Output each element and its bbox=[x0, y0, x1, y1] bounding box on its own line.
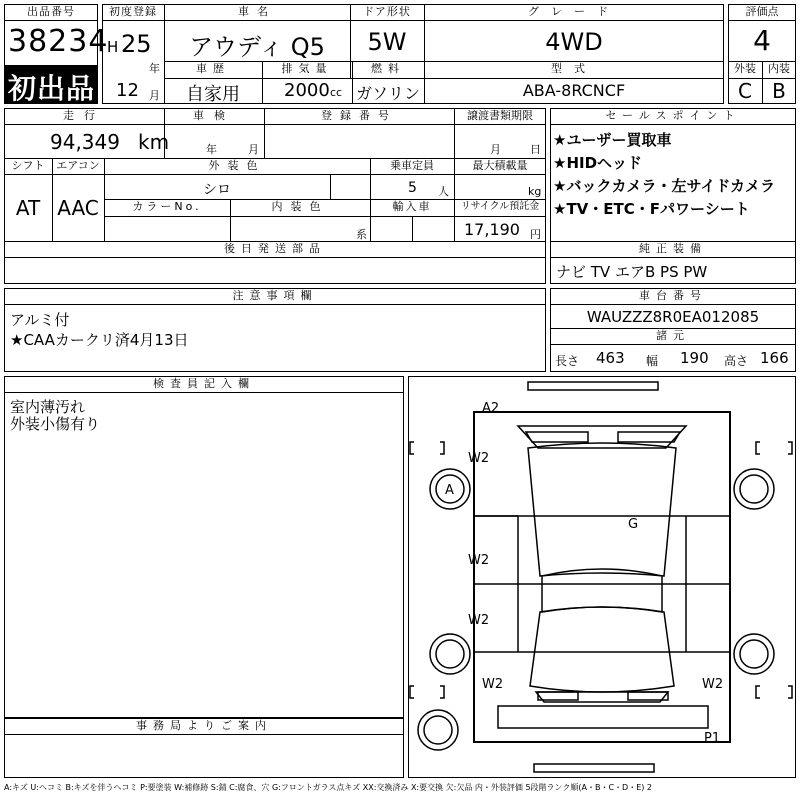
office-label: 事務局よりご案内 bbox=[136, 719, 272, 732]
mileage-value: 94,349 bbox=[50, 130, 120, 154]
inspector-line-2: 外装小傷有り bbox=[10, 415, 101, 433]
ac-value: AAC bbox=[57, 196, 99, 220]
color-no-label: カラーNo. bbox=[132, 200, 202, 213]
month-value: 12 bbox=[116, 80, 139, 101]
transfer-day-unit: 日 bbox=[530, 143, 541, 156]
length-label: 長さ bbox=[555, 354, 580, 368]
equipment-value: ナビ TV エアB PS PW bbox=[556, 263, 708, 281]
mark-w2-door-1: W2 bbox=[468, 553, 490, 568]
load-unit: kg bbox=[528, 185, 542, 198]
equipment-label: 純正装備 bbox=[639, 242, 707, 255]
sales-point-2: ★HIDヘッド bbox=[553, 154, 643, 172]
door-label: ドア形状 bbox=[363, 5, 411, 18]
grade-value: 4WD bbox=[545, 28, 603, 56]
height-value: 166 bbox=[760, 349, 789, 367]
sales-point-4: ★TV・ETC・Fパワーシート bbox=[553, 200, 750, 218]
car-name-label: 車名 bbox=[238, 5, 276, 18]
history-label: 車歴 bbox=[196, 62, 230, 75]
recycle-label: リサイクル預託金 bbox=[460, 201, 540, 212]
notes-line-1: アルミ付 bbox=[10, 311, 70, 329]
inspection-month-unit: 月 bbox=[248, 143, 259, 156]
mark-w2-rear-left: W2 bbox=[482, 677, 504, 692]
shift-label: シフト bbox=[11, 159, 45, 172]
recycle-value: 17,190 bbox=[464, 220, 520, 239]
month-unit: 月 bbox=[149, 89, 160, 102]
mark-p1: P1 bbox=[704, 731, 721, 746]
width-label: 幅 bbox=[646, 354, 659, 368]
legend: A:キズ U:ヘコミ B:キズを伴うヘコミ P:要塗装 W:補修跡 S:錆 C:腐食、穴 G:フロントガラス点キズ XX:交換済み X:要交換 欠:欠品 内・外装評価 5段階ランク順(A・B・C・D・E) 2 bbox=[4, 783, 653, 792]
model-label: 型式 bbox=[551, 62, 597, 75]
mark-a-wheel: A bbox=[445, 483, 454, 498]
reg-label: 登録番号 bbox=[321, 109, 397, 122]
notes-label: 注意事項欄 bbox=[232, 289, 318, 302]
mileage-label: 走行 bbox=[63, 109, 105, 122]
car-name: アウディ Q5 bbox=[189, 33, 325, 61]
transfer-label: 譲渡書類期限 bbox=[467, 109, 533, 122]
lot-number: 38234 bbox=[8, 24, 109, 59]
history-value: 自家用 bbox=[186, 84, 240, 105]
score-label: 評価点 bbox=[745, 5, 779, 18]
spec-label: 諸元 bbox=[656, 329, 690, 342]
length-value: 463 bbox=[596, 349, 625, 367]
fuel-label: 燃料 bbox=[371, 62, 405, 75]
int-value: B bbox=[772, 79, 786, 103]
notes-line-2: ★CAAカークリ済4月13日 bbox=[10, 331, 189, 349]
grade-label: グレード bbox=[528, 5, 620, 18]
displacement-label: 排気量 bbox=[281, 62, 333, 75]
recycle-unit: 円 bbox=[530, 228, 541, 241]
chassis-value: WAUZZZ8R0EA012085 bbox=[586, 308, 760, 326]
model-value: ABA-8RCNCF bbox=[522, 81, 626, 100]
inspector-label: 検査員記入欄 bbox=[153, 377, 255, 390]
displacement-value: 2000 bbox=[284, 80, 330, 101]
era-value: H bbox=[107, 38, 119, 56]
sales-point-3: ★バックカメラ・左サイドカメラ bbox=[553, 177, 775, 195]
mark-w2-front-left: W2 bbox=[468, 451, 490, 466]
sales-point-1: ★ユーザー買取車 bbox=[553, 131, 672, 149]
fuel-value: ガソリン bbox=[355, 84, 420, 103]
year-unit: 年 bbox=[149, 62, 160, 75]
capacity-unit: 人 bbox=[438, 185, 449, 198]
mark-w2-rear-right: W2 bbox=[702, 677, 724, 692]
year-value: 25 bbox=[121, 30, 152, 58]
color-value: シロ bbox=[203, 182, 231, 198]
capacity-label: 乗車定員 bbox=[390, 159, 434, 172]
mark-w2-door-2: W2 bbox=[468, 613, 490, 628]
sales-label: セールスポイント bbox=[605, 109, 741, 122]
first-listing-text: 初出品 bbox=[8, 72, 96, 105]
ac-label: エアコン bbox=[56, 159, 100, 172]
ext-value: C bbox=[738, 79, 752, 103]
lot-label: 出品番号 bbox=[27, 5, 75, 18]
car-diagram bbox=[408, 376, 796, 778]
height-label: 高さ bbox=[724, 354, 749, 368]
mark-a2: A2 bbox=[482, 401, 500, 416]
displacement-unit: cc bbox=[330, 86, 343, 99]
chassis-label: 車台番号 bbox=[639, 289, 707, 302]
import-label: 輸入車 bbox=[392, 200, 432, 213]
mark-g: G bbox=[628, 517, 639, 532]
door-value: 5W bbox=[367, 28, 407, 56]
later-label: 後日発送部品 bbox=[224, 242, 326, 255]
inspection-year-unit: 年 bbox=[206, 143, 217, 156]
transfer-month-unit: 月 bbox=[490, 143, 501, 156]
width-value: 190 bbox=[680, 349, 709, 367]
mileage-unit: km bbox=[138, 130, 170, 154]
inspection-label: 車検 bbox=[193, 109, 235, 122]
shift-value: AT bbox=[15, 196, 41, 220]
first-reg-label: 初度登録 bbox=[109, 5, 157, 18]
int-color-label: 内装色 bbox=[271, 200, 329, 213]
int-color-suffix: 系 bbox=[356, 228, 367, 241]
ext-label: 外装 bbox=[734, 62, 756, 75]
load-label: 最大積載量 bbox=[472, 159, 528, 172]
capacity-value: 5 bbox=[408, 180, 417, 196]
score-value: 4 bbox=[753, 24, 771, 57]
color-label: 外装色 bbox=[208, 159, 266, 172]
inspector-line-1: 室内薄汚れ bbox=[10, 398, 86, 416]
int-label: 内装 bbox=[768, 62, 790, 75]
